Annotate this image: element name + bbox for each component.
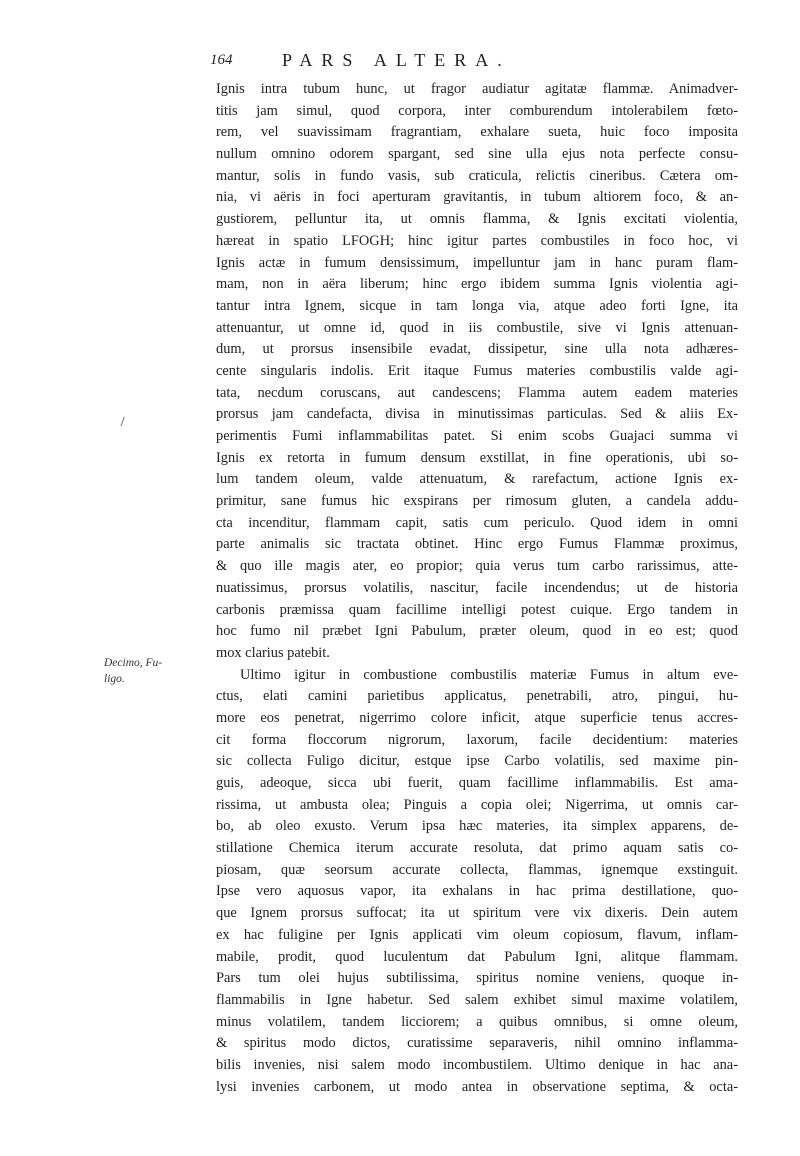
running-head: PARS ALTERA.: [282, 50, 511, 70]
text-line: tata, necdum coruscans, aut candescens; Flamma autem eadem materies: [216, 384, 738, 401]
text-line: que Ignem prorsus suffocat; ita ut spiritum vere vix dixeris. Dein autem: [216, 905, 738, 922]
text-line: Ultimo igitur in combustione combustilis materiæ Fumus in altum eve-: [240, 666, 738, 683]
text-line: titis jam simul, quod corpora, inter comburendum intolerabilem fœto-: [216, 102, 738, 119]
text-line: hoc fumo nil præbet Igni Pabulum, præter oleum, quod in eo est; quod: [216, 623, 738, 640]
text-line: lum tandem oleum, valde attenuatum, & rarefactum, actione Ignis ex-: [216, 471, 738, 488]
text-line: carbonis præmissa quam facillime intelligi potest cuique. Ergo tandem in: [216, 601, 738, 618]
printer-mark: [120, 417, 127, 428]
text-line: cit forma floccorum nigrorum, laxorum, facile decidentium: materies: [216, 731, 738, 748]
text-line: nuatissimus, prorsus volatilis, nascitur, facile incendendus; ut de historia: [216, 579, 738, 596]
text-line: perimentis Fumi inflammabilitas patet. Si enim scobs Guajaci summa vi: [216, 428, 738, 444]
text-line: nia, vi aëris in foci aperturam gravitantis, in tubum altiorem foco, & an-: [216, 189, 738, 206]
text-line: Ignis actæ in fumum densissimum, impelluntur jam in hanc puram flam-: [216, 254, 738, 271]
page-header: [210, 50, 730, 76]
text-line: stillatione Chemica iterum accurate resoluta, dat primo aquam satis co-: [216, 840, 738, 857]
body-text: [216, 79, 738, 1098]
text-line: minus volatilem, tandem licciorem; a quibus omnibus, si omne oleum,: [216, 1013, 738, 1030]
text-line: bilis invenies, nisi salem modo incombustilem. Ultimo denique in hac ana-: [216, 1056, 738, 1073]
text-line: mabile, prodit, quod luculentum dat Pabulum Igni, alitque flammam.: [216, 948, 738, 965]
text-line: cente singularis indolis. Erit itaque Fumus materies combustilis valde agi-: [216, 362, 738, 379]
text-line: sic collecta Fuligo dicitur, estque ipse Carbo volatilis, sed maxime pin-: [216, 753, 738, 770]
text-line: Ignis intra tubum hunc, ut fragor audiatur agitatæ flammæ. Animadver-: [216, 81, 738, 97]
text-line: & spiritus modo dictos, curatissime separaveris, nihil omnino inflamma-: [216, 1035, 738, 1052]
text-line: ctus, elati camini parietibus applicatus, penetrabili, atro, pingui, hu-: [216, 688, 738, 705]
margin-note-line: ligo.: [104, 673, 125, 685]
text-line: Pars tum olei hujus subtilissima, spiritus nomine veniens, quoque in-: [216, 970, 738, 987]
text-line: guis, adeoque, sicca ubi fuerit, quam facillime inflammabilis. Est ama-: [216, 775, 738, 791]
text-line: flammabilis in Igne habetur. Sed salem exhibet simul maxime volatilem,: [216, 991, 738, 1008]
text-line: ex hac fuligine per Ignis applicati vim oleum copiosum, flavum, inflam-: [216, 926, 738, 943]
text-line: Ignis ex retorta in fumum densum exstillat, in fine operationis, ubi so-: [216, 449, 738, 466]
text-line: & quo ille magis ater, eo propior; quia verus tum carbo rarissimus, atte-: [216, 558, 738, 575]
margin-note-line: Decimo, Fu-: [104, 657, 163, 669]
text-line: attenuantur, ut omne id, quod in iis combustile, sive vi Ignis attenuan-: [216, 319, 738, 336]
text-line: mam, non in aëra liberum; hinc ergo ibidem summa Ignis violentia agi-: [216, 276, 738, 293]
text-line: mantur, solis in fundo vasis, sub craticula, relictis cineribus. Cætera om-: [216, 167, 738, 184]
text-line: prorsus jam candefacta, divisa in minutissimas particulas. Sed & aliis Ex-: [216, 406, 738, 423]
text-line: bo, ab oleo exusto. Verum ipsa hæc materies, ita simplex apparens, de-: [216, 818, 738, 835]
margin-note: [104, 655, 194, 687]
text-line: nullum omnino odorem spargant, sed sine ulla ejus nota perfecte consu-: [216, 146, 738, 163]
page-number: 164: [210, 52, 233, 68]
text-line: parte animalis sic tractata obtinet. Hinc ergo Fumus Flammæ proximus,: [216, 536, 738, 553]
text-line: more eos penetrat, nigerrimo colore inficit, atque superficie tenus accres-: [216, 709, 738, 726]
text-line: gustiorem, pelluntur ita, ut omnis flamma, & Ignis excitati violentia,: [216, 211, 738, 228]
text-line: rem, vel suavissimam fragrantiam, exhalare sueta, huic foco imposita: [216, 124, 738, 141]
text-line: hæreat in spatio LFOGH; hinc igitur partes combustiles in foco hoc, vi: [216, 232, 738, 249]
text-line: primitur, sane fumus hic exspirans per rimosum gluten, a candela addu-: [216, 493, 738, 510]
text-line: cta incenditur, flammam capit, satis cum periculo. Quod idem in omni: [216, 514, 738, 531]
text-line: rissima, ut ambusta olea; Pinguis a copia olei; Nigerrima, ut omnis car-: [216, 796, 738, 813]
text-line: piosam, quæ seorsum accurate collecta, flammas, ignemque exstinguit.: [216, 861, 738, 878]
text-line: mox clarius patebit.: [216, 644, 330, 661]
text-line: tantur intra Ignem, sicque in tam longa via, atque adeo forti Igne, ita: [216, 297, 738, 314]
text-line: lysi invenies carbonem, ut modo antea in observatione septima, & octa-: [216, 1078, 738, 1095]
text-line: dum, ut prorsus insensibile evadat, dissipetur, sine ulla nota adhæres-: [216, 341, 738, 358]
text-line: Ipse vero aquosus vapor, ita exhalans in hac prima destillatione, quo-: [216, 883, 738, 900]
